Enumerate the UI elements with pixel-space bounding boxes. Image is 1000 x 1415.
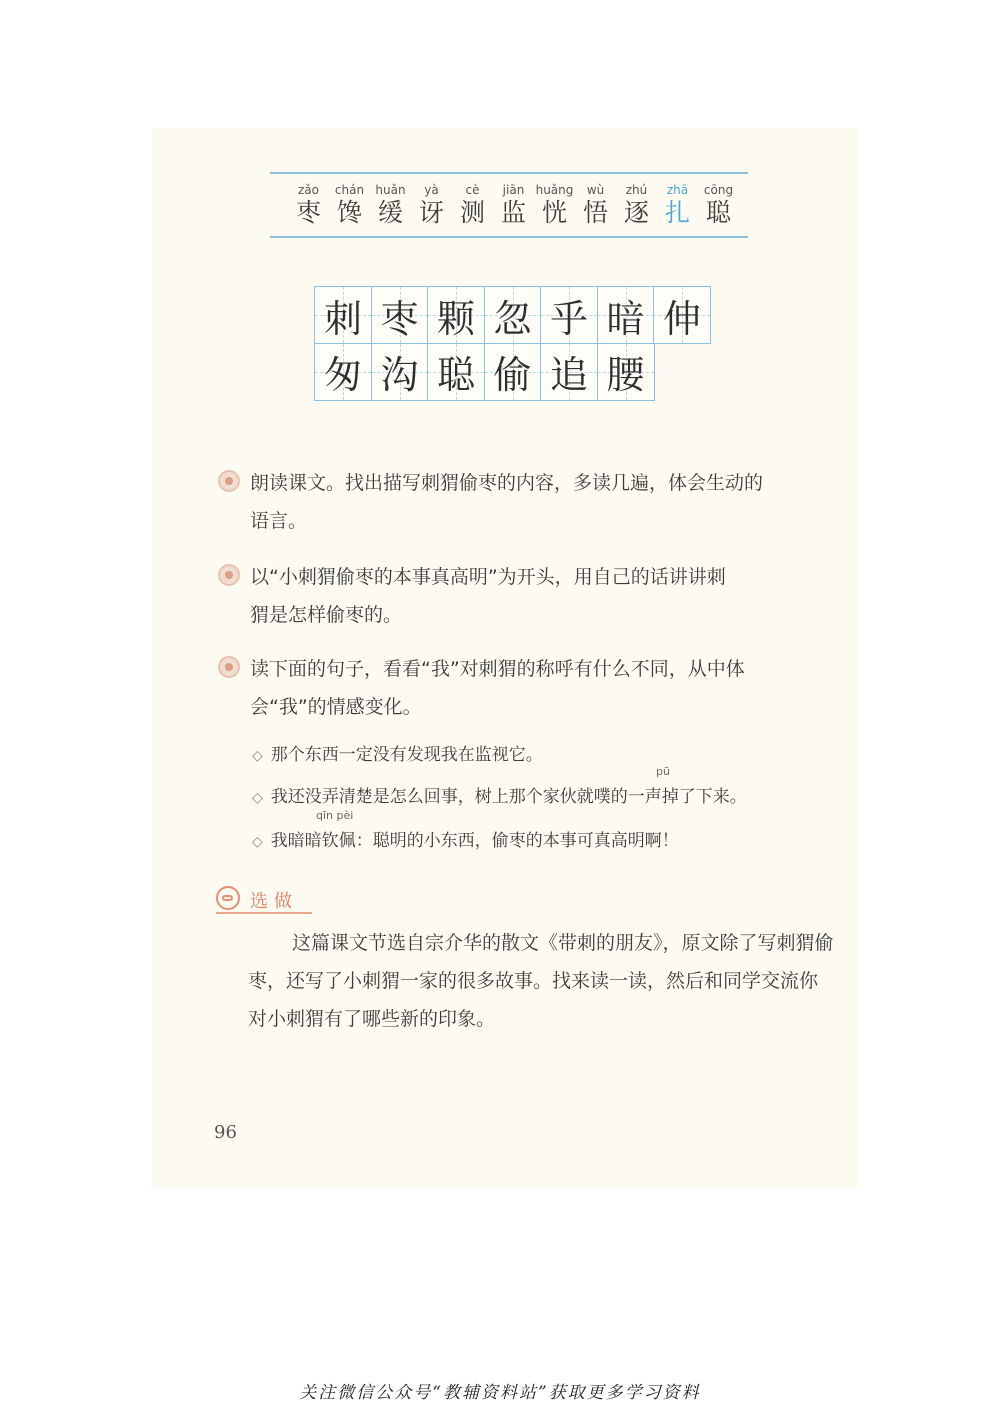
grid-cell [371, 286, 429, 344]
recognition-char [329, 182, 370, 228]
hanzi: 恍 [541, 198, 567, 227]
grid-char: 追 [549, 353, 588, 397]
exercise-bullet-icon [218, 470, 240, 492]
pinyin: zhā [666, 183, 689, 197]
recognition-char [452, 182, 493, 228]
exercise-line: 朗读课文。找出描写刺猬偷枣的内容，多读几遍，体会生动的 [250, 472, 764, 494]
grid-cell [314, 286, 372, 344]
exercise-2 [218, 558, 838, 634]
hanzi: 讶 [418, 198, 444, 227]
grid-char: 沟 [380, 353, 419, 397]
pinyin: cōng [703, 183, 734, 197]
grid-char: 枣 [380, 296, 419, 341]
recognition-char [370, 182, 411, 228]
pinyin-annotation: qīn pèi [316, 809, 354, 822]
recognition-char [534, 182, 575, 228]
optional-header [216, 886, 312, 914]
grid-cell [597, 286, 655, 344]
pinyin: wù [586, 183, 605, 197]
grid-cell [314, 343, 372, 401]
grid-char: 刺 [323, 296, 362, 341]
grid-row [314, 343, 710, 400]
example-sentence [252, 809, 852, 851]
grid-char: 偷 [493, 353, 532, 397]
grid-row [314, 286, 710, 343]
exercise-line: 读下面的句子，看看“我”对刺猬的称呼有什么不同，从中体 [250, 658, 745, 680]
pinyin: jiān [502, 183, 525, 197]
textbook-page [152, 128, 858, 1188]
hanzi: 监 [500, 198, 526, 227]
exercise-line: 会“我”的情感变化。 [250, 696, 422, 718]
grid-char: 暗 [606, 296, 645, 341]
hanzi: 馋 [336, 198, 362, 227]
sentence-text: 我还没弄清楚是怎么回事，树上那个家伙就噗的一声掉了下来。 [270, 787, 747, 807]
grid-cell [597, 343, 655, 401]
example-sentence [252, 740, 852, 765]
recognition-char [616, 182, 657, 228]
page-number: 96 [214, 1122, 237, 1143]
exercise-bullet-icon [218, 656, 240, 678]
optional-icon [216, 886, 240, 910]
recognition-characters [270, 172, 748, 238]
pinyin: huǎng [535, 183, 574, 197]
grid-char: 忽 [493, 296, 532, 341]
example-sentence [252, 765, 852, 807]
pinyin: cè [465, 183, 480, 197]
sentence-text: 我暗暗钦佩：聪明的小东西，偷枣的本事可真高明啊！ [270, 831, 679, 851]
sentence-text: 那个东西一定没有发现我在监视它。 [270, 745, 543, 765]
pinyin: yà [424, 183, 439, 197]
grid-char: 伸 [662, 296, 701, 341]
recognition-char [575, 182, 616, 228]
exercise-bullet-icon [218, 564, 240, 586]
exercise-line: 以“小刺猬偷枣的本事真高明”为开头，用自己的话讲讲刺 [250, 566, 726, 588]
grid-cell [371, 343, 429, 401]
hanzi: 测 [459, 198, 485, 227]
pinyin: huǎn [375, 183, 406, 197]
recognition-char [411, 182, 452, 228]
grid-cell [653, 286, 711, 344]
diamond-bullet-icon: ◇ [252, 834, 263, 850]
hanzi: 聪 [705, 198, 731, 227]
exercise-line: 猬是怎样偷枣的。 [250, 604, 403, 626]
exercise-1 [218, 464, 838, 540]
grid-cell [427, 343, 485, 401]
writing-grid [314, 286, 710, 399]
optional-paragraph: 这篇课文节选自宗介华的散文《带刺的朋友》，原文除了写刺猬偷枣，还写了小刺猬一家的很多故事。找来读一读，然后和同学交流你对小刺猬有了哪些新的印象。 [248, 932, 834, 1030]
recognition-char [698, 182, 739, 228]
hanzi: 逐 [623, 198, 649, 227]
grid-char: 匆 [323, 353, 362, 397]
recognition-row [288, 182, 739, 228]
pinyin: chán [334, 183, 365, 197]
band-bottom-line [270, 236, 748, 238]
hanzi: 悟 [582, 198, 608, 227]
grid-cell [540, 343, 598, 401]
grid-cell [484, 286, 542, 344]
grid-char: 乎 [549, 296, 588, 341]
pinyin: zǎo [298, 183, 319, 197]
footer-note: 关注微信公众号“教辅资料站”获取更多学习资料 [299, 1383, 701, 1403]
pinyin: zhú [625, 183, 648, 197]
recognition-char-highlighted [657, 182, 698, 228]
exercise-line: 语言。 [250, 510, 308, 532]
grid-cell [427, 286, 485, 344]
grid-cell [484, 343, 542, 401]
optional-label: 选做 [250, 891, 298, 912]
hanzi: 缓 [377, 198, 403, 227]
grid-char: 颗 [436, 296, 475, 341]
exercise-3 [218, 650, 838, 726]
grid-cell [540, 286, 598, 344]
hanzi: 扎 [664, 198, 690, 227]
hanzi: 枣 [295, 198, 321, 227]
diamond-bullet-icon: ◇ [252, 790, 263, 806]
band-top-line [270, 172, 748, 174]
pinyin-annotation: pū [656, 765, 670, 778]
grid-char: 腰 [606, 353, 645, 397]
recognition-char [288, 182, 329, 228]
grid-char: 聪 [436, 353, 475, 397]
diamond-bullet-icon: ◇ [252, 748, 263, 764]
recognition-char [493, 182, 534, 228]
